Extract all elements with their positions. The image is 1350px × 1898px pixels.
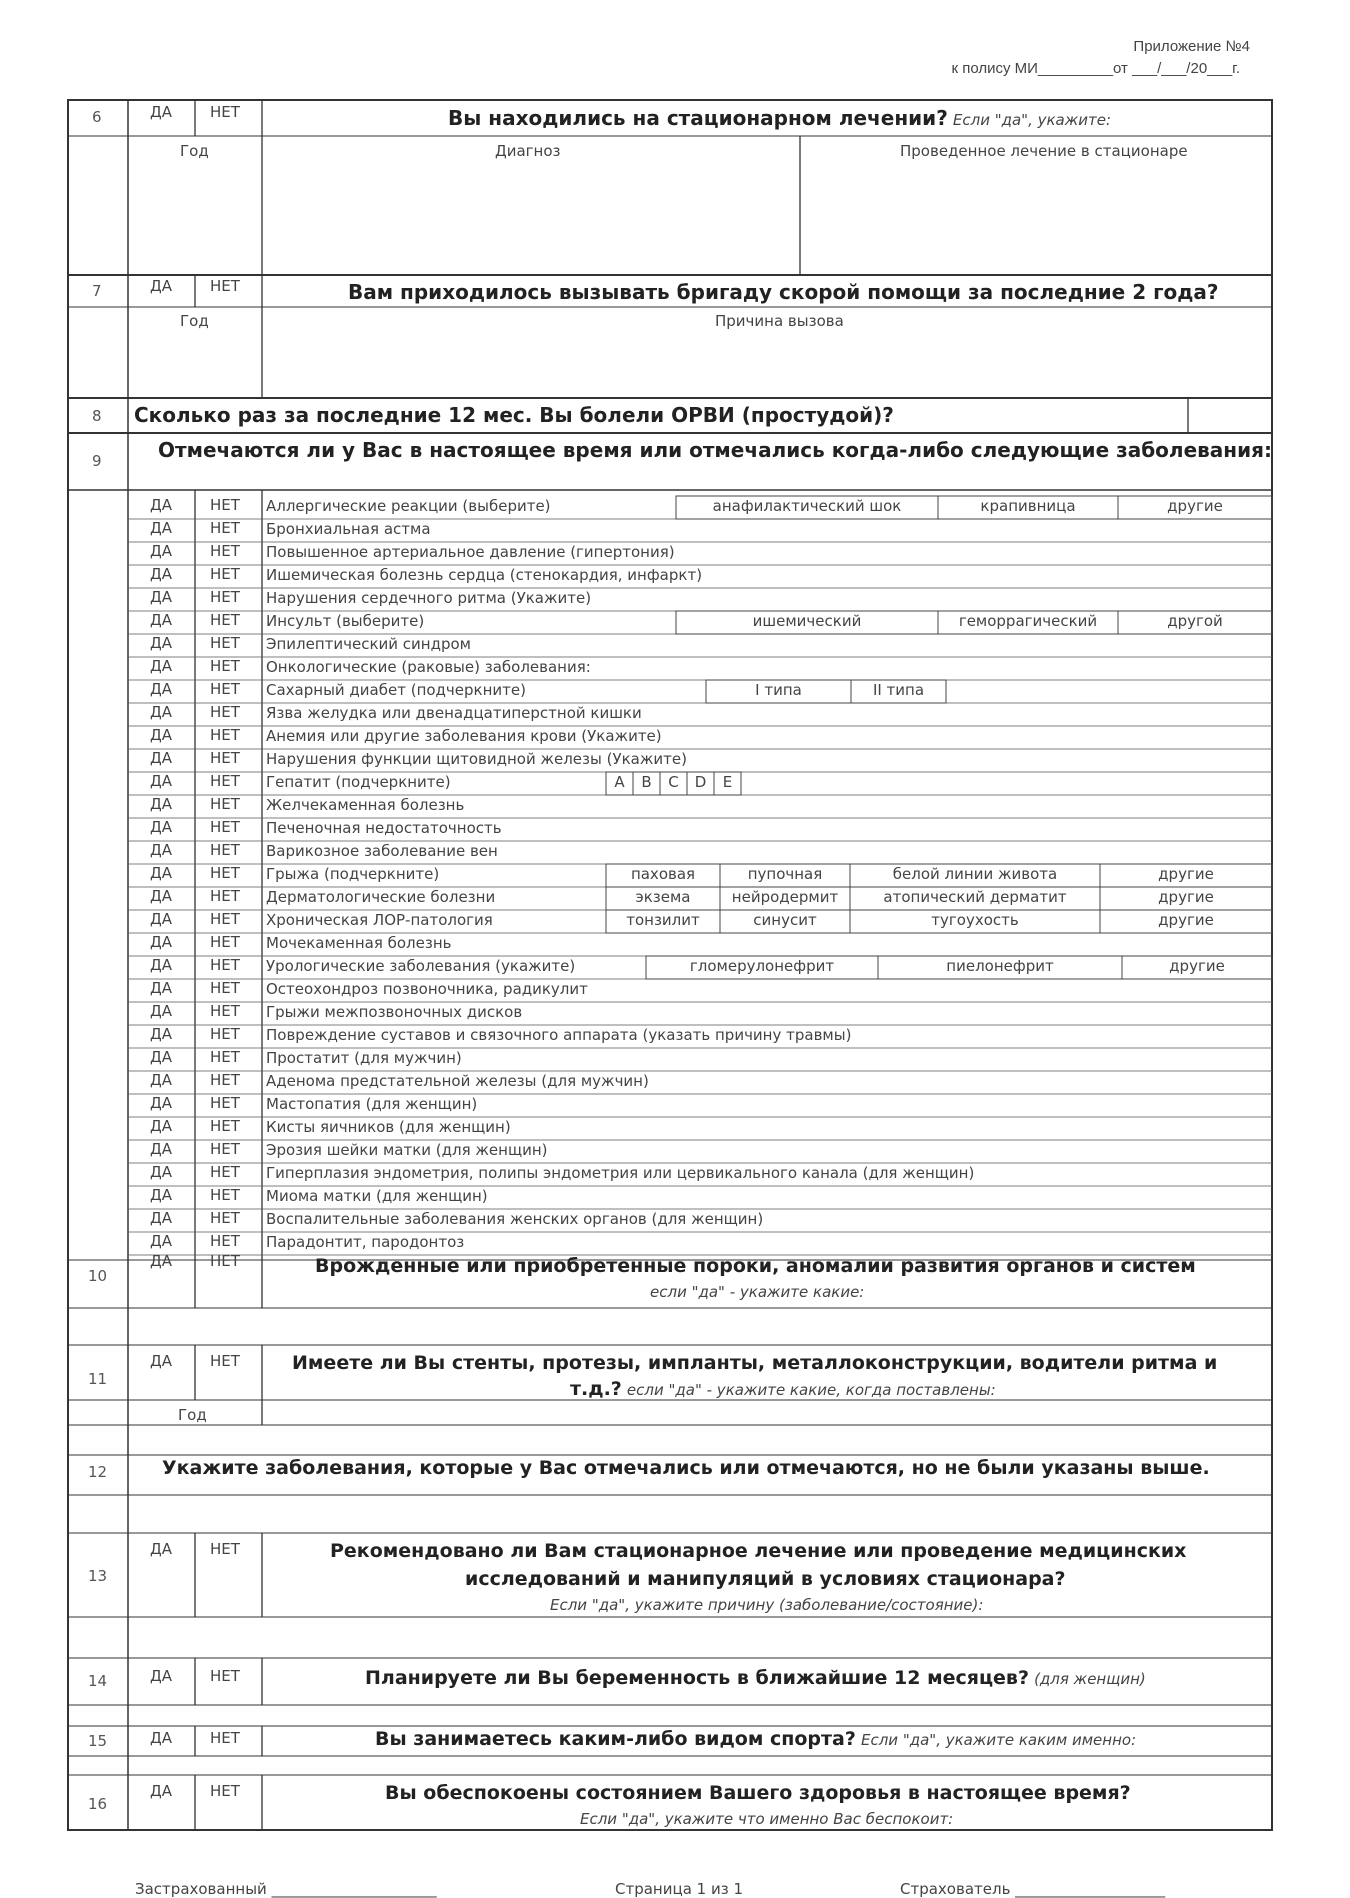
yes-option[interactable]: ДА xyxy=(150,519,172,537)
disease-label: Мочекаменная болезнь xyxy=(266,934,452,952)
disease-option[interactable]: C xyxy=(668,773,679,791)
disease-row xyxy=(0,1163,1350,1186)
no-option[interactable]: НЕТ xyxy=(210,726,240,744)
disease-row xyxy=(0,933,1350,956)
no-option[interactable]: НЕТ xyxy=(210,542,240,560)
disease-option[interactable]: другие xyxy=(1158,865,1214,883)
yes-option[interactable]: ДА xyxy=(150,1186,172,1204)
question-10: Врожденные или приобретенные пороки, аномалии развития органов и систем xyxy=(315,1255,1196,1277)
col-year: Год xyxy=(180,142,209,160)
disease-label: Нарушения сердечного ритма (Укажите) xyxy=(266,589,592,607)
no-option[interactable]: НЕТ xyxy=(210,1232,240,1250)
disease-option[interactable]: другие xyxy=(1158,888,1214,906)
disease-row xyxy=(0,1209,1350,1232)
yes-option[interactable]: ДА xyxy=(150,795,172,813)
yes-option[interactable]: ДА xyxy=(150,1667,172,1685)
disease-label: Мастопатия (для женщин) xyxy=(266,1095,478,1113)
yes-option[interactable]: ДА xyxy=(150,1140,172,1158)
q-number: 7 xyxy=(92,282,102,300)
no-option[interactable]: НЕТ xyxy=(210,588,240,606)
disease-row xyxy=(0,1071,1350,1094)
disease-option[interactable]: геморрагический xyxy=(958,612,1098,630)
disease-option[interactable]: нейродермит xyxy=(731,888,839,906)
yes-option[interactable]: ДА xyxy=(150,1352,172,1370)
disease-label: Печеночная недостаточность xyxy=(266,819,502,837)
no-option[interactable]: НЕТ xyxy=(210,1117,240,1135)
disease-row xyxy=(0,1002,1350,1025)
disease-row xyxy=(0,818,1350,841)
disease-option[interactable]: ишемический xyxy=(752,612,862,630)
no-option[interactable]: НЕТ xyxy=(210,496,240,514)
disease-row xyxy=(0,703,1350,726)
disease-option[interactable]: белой линии живота xyxy=(892,865,1058,883)
policy-line: к полису МИ_________от ___/___/20___г. xyxy=(951,60,1240,77)
disease-label: Онкологические (раковые) заболевания: xyxy=(266,658,591,676)
yes-option[interactable]: ДА xyxy=(150,103,172,121)
yes-option[interactable]: ДА xyxy=(150,1094,172,1112)
question-6: Вы находились на стационарном лечении? Если "да", укажите: xyxy=(448,106,1112,130)
no-option[interactable]: НЕТ xyxy=(210,1048,240,1066)
disease-option[interactable]: экзема xyxy=(635,888,691,906)
yes-option[interactable]: ДА xyxy=(150,1540,172,1558)
disease-row xyxy=(0,749,1350,772)
no-option[interactable]: НЕТ xyxy=(210,1140,240,1158)
yes-option[interactable]: ДА xyxy=(150,887,172,905)
yes-option[interactable]: ДА xyxy=(150,1252,172,1270)
disease-row xyxy=(0,496,1350,519)
yes-option[interactable]: ДА xyxy=(150,1071,172,1089)
yes-option[interactable]: ДА xyxy=(150,956,172,974)
disease-option[interactable]: II типа xyxy=(872,681,925,699)
disease-label: Урологические заболевания (укажите) xyxy=(266,957,576,975)
disease-label: Язва желудка или двенадцатиперстной кишки xyxy=(266,704,642,722)
col-year: Год xyxy=(178,1406,207,1424)
question-14: Планируете ли Вы беременность в ближайшие 12 месяцев? (для женщин) xyxy=(365,1667,1146,1689)
question-11: Имеете ли Вы стенты, протезы, импланты, металлоконструкции, водители ритма и xyxy=(292,1352,1218,1374)
disease-option[interactable]: крапивница xyxy=(980,497,1076,515)
disease-label: Аденома предстательной железы (для мужчин) xyxy=(266,1072,649,1090)
disease-row xyxy=(0,910,1350,933)
q-number: 15 xyxy=(88,1732,108,1750)
q-number: 8 xyxy=(92,407,102,425)
page-counter: Страница 1 из 1 xyxy=(615,1880,743,1898)
no-option[interactable]: НЕТ xyxy=(210,749,240,767)
disease-option[interactable]: атопический дерматит xyxy=(883,888,1067,906)
disease-label: Хроническая ЛОР-патология xyxy=(266,911,493,929)
no-option[interactable]: НЕТ xyxy=(210,933,240,951)
appendix-label: Приложение №4 xyxy=(1133,38,1250,55)
no-option[interactable]: НЕТ xyxy=(210,795,240,813)
disease-row xyxy=(0,1094,1350,1117)
no-option[interactable]: НЕТ xyxy=(210,864,240,882)
disease-label: Анемия или другие заболевания крови (Укажите) xyxy=(266,727,662,745)
disease-row xyxy=(0,1025,1350,1048)
no-option[interactable]: НЕТ xyxy=(210,680,240,698)
disease-option[interactable]: другие xyxy=(1167,497,1223,515)
no-option[interactable]: НЕТ xyxy=(210,103,240,121)
question-11-cont: т.д.? если "да" - укажите какие, когда поставлены: xyxy=(570,1378,996,1400)
disease-row xyxy=(0,841,1350,864)
disease-label: Инсульт (выберите) xyxy=(266,612,425,630)
yes-option[interactable]: ДА xyxy=(150,772,172,790)
no-option[interactable]: НЕТ xyxy=(210,1094,240,1112)
disease-label: Воспалительные заболевания женских органов (для женщин) xyxy=(266,1210,764,1228)
no-option[interactable]: НЕТ xyxy=(210,979,240,997)
col-reason: Причина вызова xyxy=(715,312,844,330)
no-option[interactable]: НЕТ xyxy=(210,1209,240,1227)
disease-label: Ишемическая болезнь сердца (стенокардия, инфаркт) xyxy=(266,566,703,584)
disease-row xyxy=(0,956,1350,979)
col-year: Год xyxy=(180,312,209,330)
disease-option[interactable]: другие xyxy=(1169,957,1225,975)
question-16: Вы обеспокоены состоянием Вашего здоровья в настоящее время? xyxy=(385,1782,1131,1804)
disease-label: Нарушения функции щитовидной железы (Укажите) xyxy=(266,750,687,768)
disease-label: Сахарный диабет (подчеркните) xyxy=(266,681,526,699)
question-13-hint: Если "да", укажите причину (заболевание/состояние): xyxy=(550,1596,984,1614)
disease-row xyxy=(0,887,1350,910)
disease-option[interactable]: D xyxy=(694,773,707,791)
disease-option[interactable]: A xyxy=(614,773,625,791)
yes-option[interactable]: ДА xyxy=(150,277,172,295)
no-option[interactable]: НЕТ xyxy=(210,772,240,790)
no-option[interactable]: НЕТ xyxy=(210,611,240,629)
disease-option[interactable]: B xyxy=(641,773,652,791)
q-number: 6 xyxy=(92,108,102,126)
question-13-cont: исследований и манипуляций в условиях стационара? xyxy=(465,1568,1066,1590)
no-option[interactable]: НЕТ xyxy=(210,1540,240,1558)
no-option[interactable]: НЕТ xyxy=(210,1352,240,1370)
q-number: 14 xyxy=(88,1672,108,1690)
yes-option[interactable]: ДА xyxy=(150,726,172,744)
disease-label: Простатит (для мужчин) xyxy=(266,1049,462,1067)
disease-row xyxy=(0,565,1350,588)
q-number: 10 xyxy=(88,1267,108,1285)
yes-option[interactable]: ДА xyxy=(150,703,172,721)
yes-option[interactable]: ДА xyxy=(150,634,172,652)
disease-row xyxy=(0,864,1350,887)
disease-label: Повышенное артериальное давление (гипертония) xyxy=(266,543,675,561)
no-option[interactable]: НЕТ xyxy=(210,887,240,905)
disease-row xyxy=(0,519,1350,542)
disease-label: Грыжа (подчеркните) xyxy=(266,865,440,883)
no-option[interactable]: НЕТ xyxy=(210,1163,240,1181)
yes-option[interactable]: ДА xyxy=(150,1025,172,1043)
disease-row xyxy=(0,657,1350,680)
disease-label: Миома матки (для женщин) xyxy=(266,1187,488,1205)
yes-option[interactable]: ДА xyxy=(150,496,172,514)
disease-row xyxy=(0,979,1350,1002)
disease-label: Бронхиальная астма xyxy=(266,520,431,538)
disease-row xyxy=(0,1140,1350,1163)
disease-option[interactable]: гломерулонефрит xyxy=(689,957,835,975)
yes-option[interactable]: ДА xyxy=(150,864,172,882)
disease-option[interactable]: другой xyxy=(1167,612,1223,630)
disease-row xyxy=(0,680,1350,703)
no-option[interactable]: НЕТ xyxy=(210,634,240,652)
disease-option[interactable]: паховая xyxy=(630,865,696,883)
no-option[interactable]: НЕТ xyxy=(210,818,240,836)
disease-row xyxy=(0,726,1350,749)
disease-option[interactable]: E xyxy=(722,773,733,791)
disease-option[interactable]: тонзилит xyxy=(626,911,700,929)
insured-signature[interactable]: Застрахованный ______________________ xyxy=(135,1880,437,1898)
yes-option[interactable]: ДА xyxy=(150,542,172,560)
question-8: Сколько раз за последние 12 мес. Вы болели ОРВИ (простудой)? xyxy=(134,403,894,427)
yes-option[interactable]: ДА xyxy=(150,1117,172,1135)
disease-option[interactable]: тугоухость xyxy=(931,911,1019,929)
q-number: 16 xyxy=(88,1795,108,1813)
no-option[interactable]: НЕТ xyxy=(210,1002,240,1020)
insurer-signature[interactable]: Страхователь ____________________ xyxy=(900,1880,1166,1898)
disease-row xyxy=(0,1048,1350,1071)
yes-option[interactable]: ДА xyxy=(150,1163,172,1181)
yes-option[interactable]: ДА xyxy=(150,1782,172,1800)
no-option[interactable]: НЕТ xyxy=(210,841,240,859)
yes-option[interactable]: ДА xyxy=(150,818,172,836)
no-option[interactable]: НЕТ xyxy=(210,1186,240,1204)
no-option[interactable]: НЕТ xyxy=(210,657,240,675)
disease-row xyxy=(0,611,1350,634)
yes-option[interactable]: ДА xyxy=(150,1002,172,1020)
yes-option[interactable]: ДА xyxy=(150,933,172,951)
question-7: Вам приходилось вызывать бригаду скорой помощи за последние 2 года? xyxy=(348,280,1219,304)
yes-option[interactable]: ДА xyxy=(150,588,172,606)
yes-option[interactable]: ДА xyxy=(150,565,172,583)
disease-label: Кисты яичников (для женщин) xyxy=(266,1118,511,1136)
q-number: 12 xyxy=(88,1463,108,1481)
disease-label: Варикозное заболевание вен xyxy=(266,842,498,860)
disease-label: Эрозия шейки матки (для женщин) xyxy=(266,1141,548,1159)
disease-label: Дерматологические болезни xyxy=(266,888,496,906)
disease-row xyxy=(0,1117,1350,1140)
disease-row xyxy=(0,1232,1350,1255)
q-number: 13 xyxy=(88,1567,108,1585)
question-16-hint: Если "да", укажите что именно Вас беспокоит: xyxy=(580,1810,954,1828)
disease-row xyxy=(0,795,1350,818)
no-option[interactable]: НЕТ xyxy=(210,1729,240,1747)
yes-option[interactable]: ДА xyxy=(150,680,172,698)
yes-option[interactable]: ДА xyxy=(150,1232,172,1250)
q-number: 9 xyxy=(92,452,102,470)
disease-option[interactable]: I типа xyxy=(755,681,802,699)
yes-option[interactable]: ДА xyxy=(150,841,172,859)
col-diagnosis: Диагноз xyxy=(495,142,561,160)
no-option[interactable]: НЕТ xyxy=(210,1252,240,1270)
disease-label: Грыжи межпозвоночных дисков xyxy=(266,1003,523,1021)
no-option[interactable]: НЕТ xyxy=(210,703,240,721)
yes-option[interactable]: ДА xyxy=(150,1048,172,1066)
no-option[interactable]: НЕТ xyxy=(210,956,240,974)
no-option[interactable]: НЕТ xyxy=(210,1782,240,1800)
no-option[interactable]: НЕТ xyxy=(210,910,240,928)
disease-option[interactable]: пупочная xyxy=(747,865,823,883)
disease-option[interactable]: анафилактический шок xyxy=(712,497,902,515)
question-13: Рекомендовано ли Вам стационарное лечение или проведение медицинских xyxy=(330,1540,1187,1562)
disease-label: Гиперплазия эндометрия, полипы эндометрия или цервикального канала (для женщин) xyxy=(266,1164,975,1182)
disease-label: Гепатит (подчеркните) xyxy=(266,773,451,791)
no-option[interactable]: НЕТ xyxy=(210,565,240,583)
disease-row xyxy=(0,588,1350,611)
disease-label: Парадонтит, пародонтоз xyxy=(266,1233,465,1251)
no-option[interactable]: НЕТ xyxy=(210,1025,240,1043)
yes-option[interactable]: ДА xyxy=(150,1209,172,1227)
yes-option[interactable]: ДА xyxy=(150,749,172,767)
question-9: Отмечаются ли у Вас в настоящее время или отмечались когда-либо следующие заболевания: xyxy=(158,438,1272,462)
disease-option[interactable]: другие xyxy=(1158,911,1214,929)
yes-option[interactable]: ДА xyxy=(150,611,172,629)
no-option[interactable]: НЕТ xyxy=(210,1667,240,1685)
no-option[interactable]: НЕТ xyxy=(210,277,240,295)
q-number: 11 xyxy=(88,1370,108,1388)
disease-row xyxy=(0,772,1350,795)
disease-row xyxy=(0,542,1350,565)
question-12: Укажите заболевания, которые у Вас отмечались или отмечаются, но не были указаны выше. xyxy=(162,1457,1210,1479)
yes-option[interactable]: ДА xyxy=(150,1729,172,1747)
disease-label: Остеохондроз позвоночника, радикулит xyxy=(266,980,588,998)
disease-row xyxy=(0,1186,1350,1209)
no-option[interactable]: НЕТ xyxy=(210,1071,240,1089)
yes-option[interactable]: ДА xyxy=(150,910,172,928)
disease-label: Повреждение суставов и связочного аппарата (указать причину травмы) xyxy=(266,1026,852,1044)
col-treatment: Проведенное лечение в стационаре xyxy=(900,142,1188,160)
yes-option[interactable]: ДА xyxy=(150,979,172,997)
disease-option[interactable]: пиелонефрит xyxy=(946,957,1054,975)
question-15: Вы занимаетесь каким-либо видом спорта? Если "да", укажите каким именно: xyxy=(375,1728,1137,1750)
no-option[interactable]: НЕТ xyxy=(210,519,240,537)
question-10-hint: если "да" - укажите какие: xyxy=(650,1283,865,1301)
disease-option[interactable]: синусит xyxy=(753,911,817,929)
disease-label: Желчекаменная болезнь xyxy=(266,796,465,814)
disease-row xyxy=(0,634,1350,657)
yes-option[interactable]: ДА xyxy=(150,657,172,675)
disease-label: Эпилептический синдром xyxy=(266,635,471,653)
disease-label: Аллергические реакции (выберите) xyxy=(266,497,551,515)
